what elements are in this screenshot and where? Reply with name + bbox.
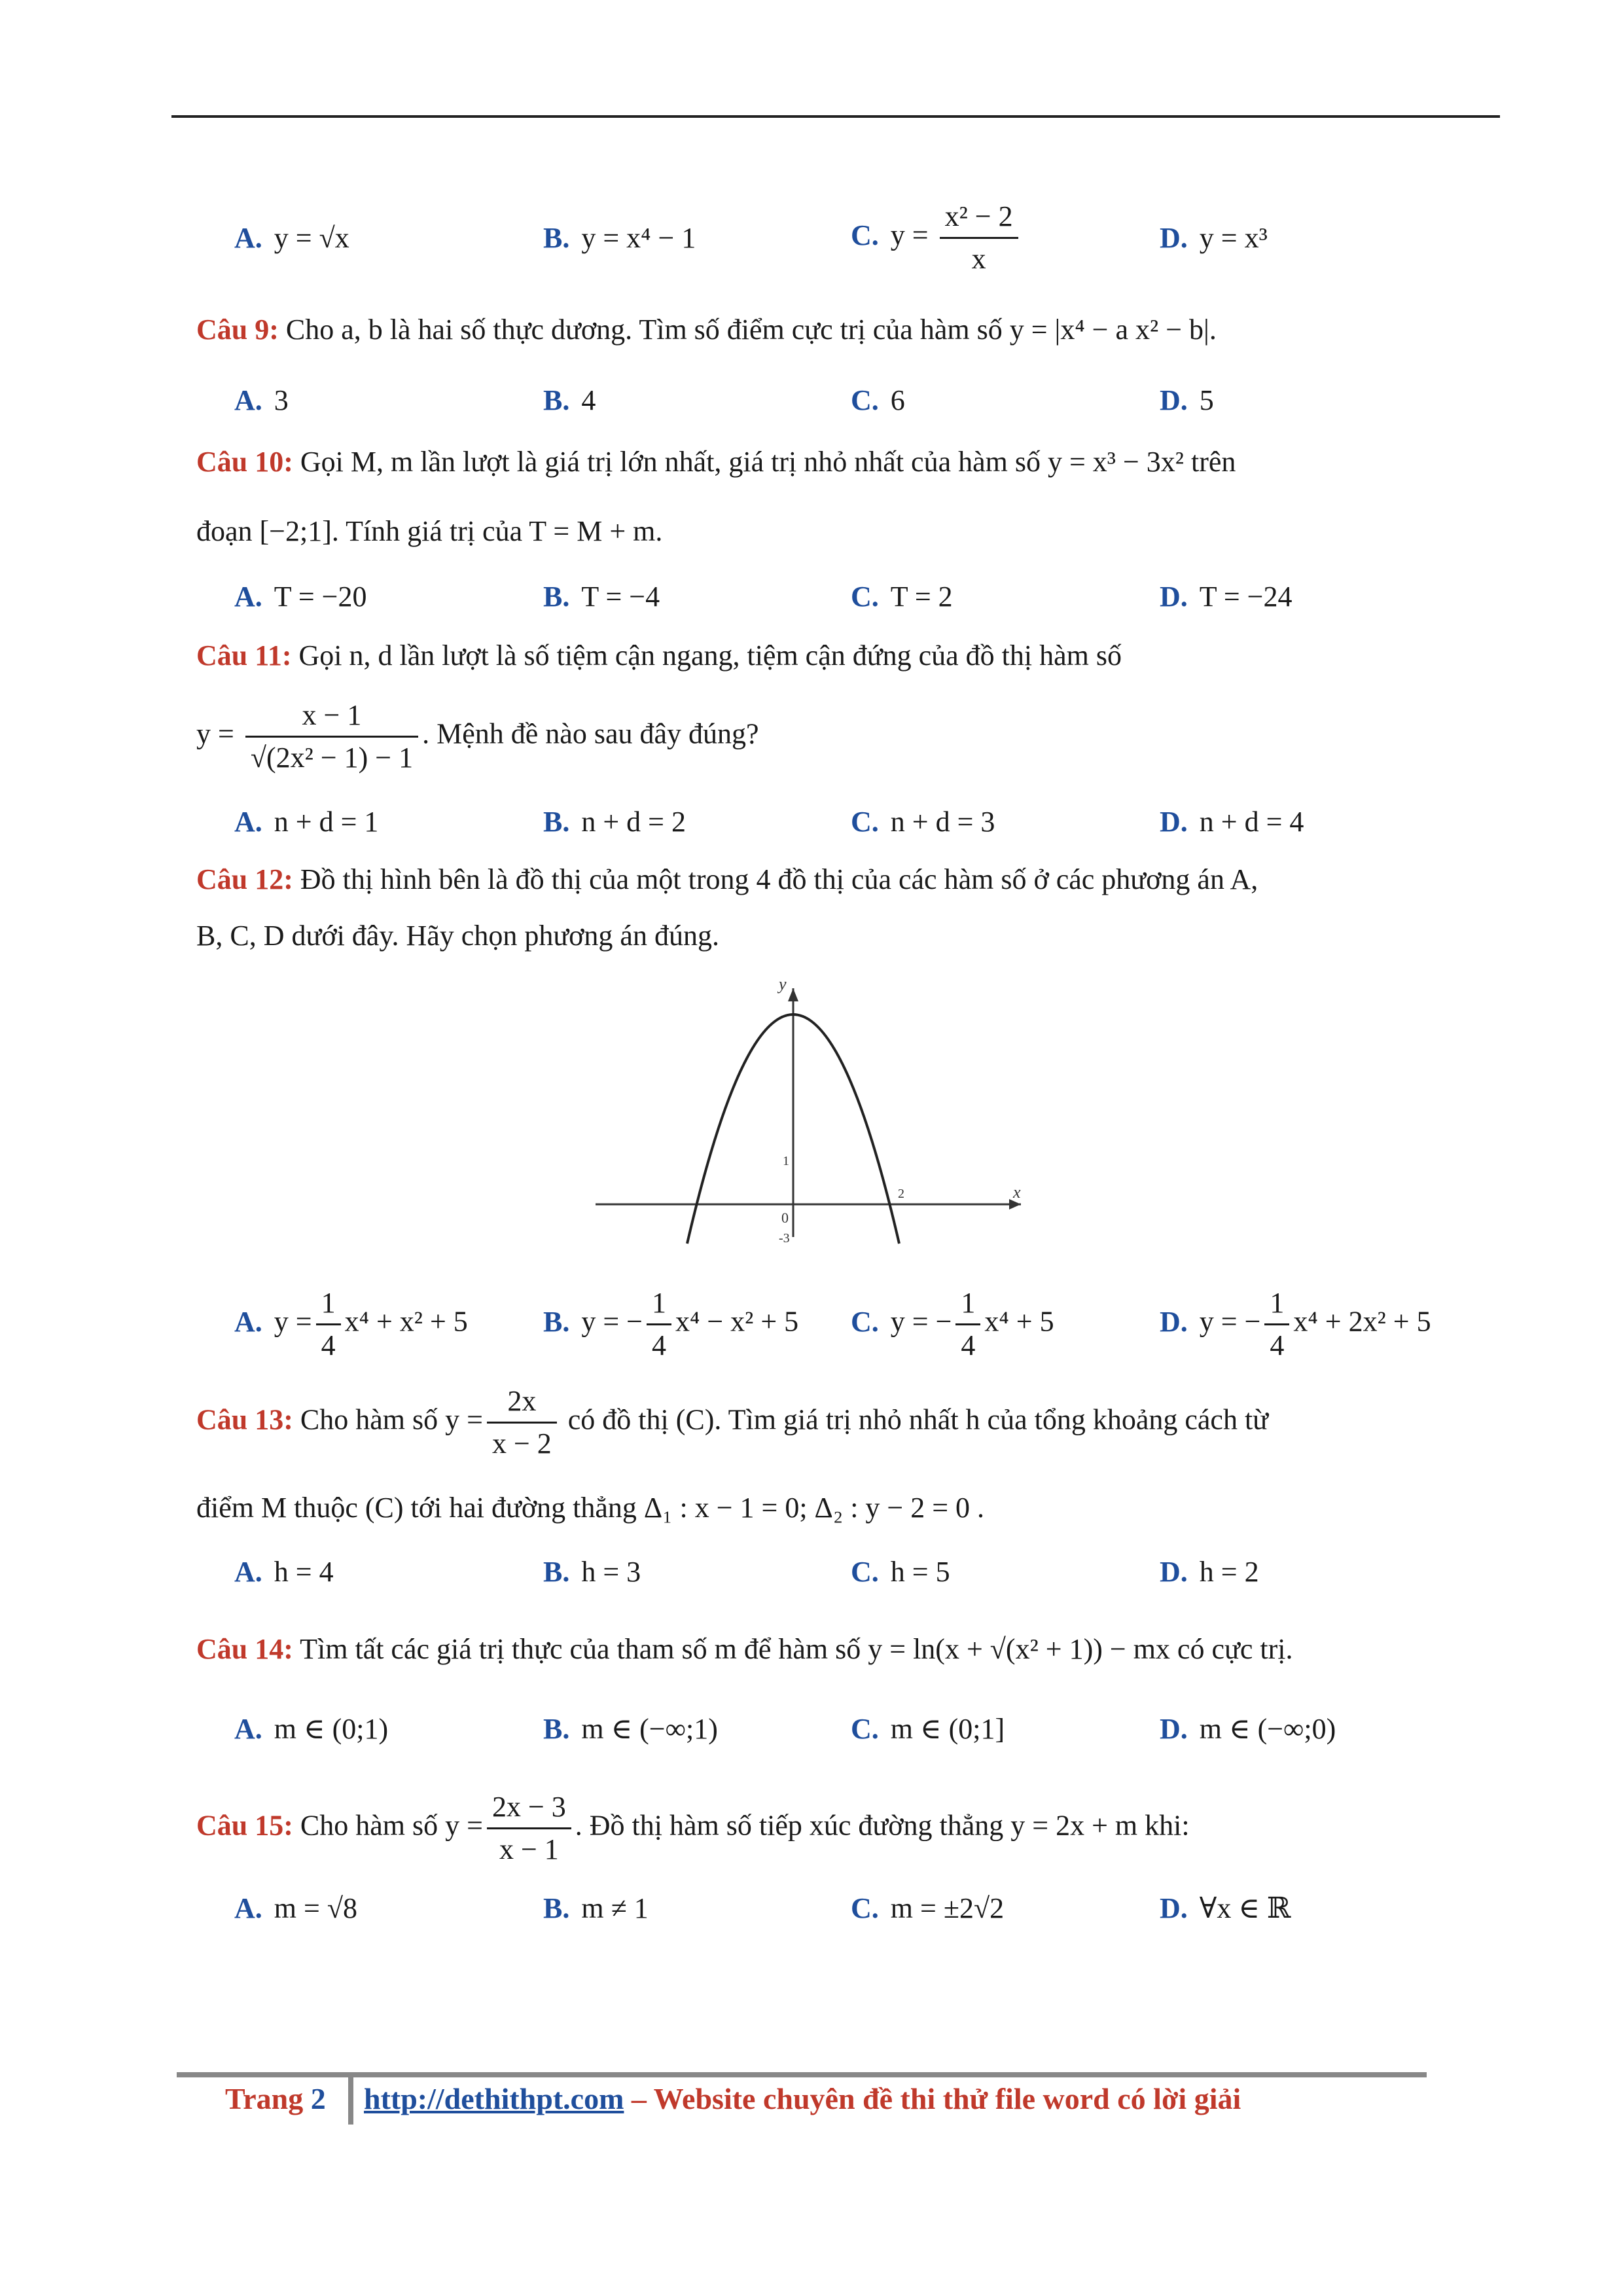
q9-option-d: D. 5 <box>1160 384 1214 416</box>
q12-graph <box>589 975 1027 1276</box>
q15-option-b: B. m ≠ 1 <box>543 1892 649 1924</box>
q13-function-fraction: $\frac{2x}{x - 2}$ <box>487 1381 557 1464</box>
x-tick-label: 2 <box>898 1187 904 1201</box>
q11-stem-line1: Câu 11: Gọi n, d lần lượt là số tiệm cận ngang, tiệm cận đứng của đồ thị hàm số <box>196 639 1122 672</box>
q12-option-d: D. y = − $\frac{1}{4}$ x⁴ + 2x² + 5 <box>1160 1283 1431 1366</box>
q14-option-d: D. m ∈ (−∞;0) <box>1160 1713 1336 1745</box>
q12-stem-line1: Câu 12: Đồ thị hình bên là đồ thị của một trong 4 đồ thị của các hàm số ở các phương án A, <box>196 863 1258 895</box>
q12-option-b: B. y = − $\frac{1}{4}$ x⁴ − x² + 5 <box>543 1283 798 1366</box>
q14-stem: Câu 14: Tìm tất các giá trị thực của tham số m để hàm số y = ln(x + √(x² + 1)) − mx có cực trị. <box>196 1633 1293 1665</box>
q12-option-d-fraction: $\frac{1}{4}$ <box>1264 1283 1289 1366</box>
q14-option-a: A. m ∈ (0;1) <box>234 1713 389 1745</box>
q12-option-c: C. y = − $\frac{1}{4}$ x⁴ + 5 <box>851 1283 1054 1366</box>
top-rule <box>171 115 1500 118</box>
q13-option-b: B. h = 3 <box>543 1556 641 1588</box>
q14-option-b: B. m ∈ (−∞;1) <box>543 1713 718 1745</box>
q13-option-c: C. h = 5 <box>851 1556 950 1588</box>
q11-option-b: B. n + d = 2 <box>543 806 686 838</box>
q9-option-a: A. 3 <box>234 384 289 416</box>
q8-option-c-fraction: $\frac{\text{x² − 2}}{x}$ <box>940 196 1018 279</box>
y-axis-label: y <box>779 975 787 994</box>
q8-option-a: A. y = √x <box>234 222 349 254</box>
q12-stem-line2: B, C, D dưới đây. Hãy chọn phương án đúng. <box>196 920 719 952</box>
q15-stem: Câu 15: Cho hàm số y = $\frac{2x - 3}{x - 1}$ . Đồ thị hàm số tiếp xúc đường thẳng y = 2x + m khi: <box>196 1787 1190 1870</box>
q11-option-a: A. n + d = 1 <box>234 806 379 838</box>
q10-option-d: D. T = −24 <box>1160 581 1293 613</box>
q13-option-a: A. h = 4 <box>234 1556 334 1588</box>
q15-function-fraction: $\frac{2x - 3}{x - 1}$ <box>487 1787 571 1870</box>
q12-option-b-fraction: $\frac{1}{4}$ <box>647 1283 671 1366</box>
q13-stem-line1: Câu 13: Cho hàm số y = $\frac{2x}{x - 2}$ có đồ thị (C). Tìm giá trị nhỏ nhất h của tổng khoảng cách từ <box>196 1381 1268 1464</box>
q15-option-d: D. ∀x ∈ ℝ <box>1160 1892 1291 1924</box>
q13-stem-line2: điểm M thuộc (C) tới hai đường thẳng Δ₁ : x − 1 = 0; Δ₂ : y − 2 = 0 . <box>196 1492 985 1524</box>
q9-stem: Câu 9: Cho a, b là hai số thực dương. Tìm số điểm cực trị của hàm số y = |x⁴ − a x² − b|. <box>196 314 1217 346</box>
x-axis-label: x <box>1013 1183 1021 1202</box>
footer-url-link[interactable]: http://dethithpt.com <box>364 2082 624 2115</box>
q10-option-a: A. T = −20 <box>234 581 367 613</box>
neg-tick-label: -3 <box>779 1231 790 1246</box>
y-axis-arrow-icon <box>788 988 798 1001</box>
q10-stem-line2: đoạn [−2;1]. Tính giá trị của T = M + m. <box>196 515 663 547</box>
q15-option-a: A. m = √8 <box>234 1892 357 1924</box>
q8-option-c: C. y = $\frac{\text{x² − 2}}{x}$ <box>851 196 1022 279</box>
q11-option-c: C. n + d = 3 <box>851 806 995 838</box>
q12-option-c-fraction: $\frac{1}{4}$ <box>955 1283 980 1366</box>
q11-function-fraction: $\frac{x - 1}{\text{√(2x² − 1) − 1}}$ <box>245 695 418 778</box>
q11-option-d: D. n + d = 4 <box>1160 806 1304 838</box>
q10-stem-line1: Câu 10: Gọi M, m lần lượt là giá trị lớn nhất, giá trị nhỏ nhất của hàm số y = x³ − 3x² trên <box>196 446 1236 478</box>
q14-option-c: C. m ∈ (0;1] <box>851 1713 1005 1745</box>
q15-option-c: C. m = ±2√2 <box>851 1892 1005 1924</box>
y-tick-label: 1 <box>783 1154 789 1168</box>
q12-option-a-fraction: $\frac{1}{4}$ <box>316 1283 341 1366</box>
q8-option-d: D. y = x³ <box>1160 222 1268 254</box>
q11-stem-line2: y = $\frac{x - 1}{\text{√(2x² − 1) − 1}}$ . Mệnh đề nào sau đây đúng? <box>196 695 759 778</box>
footer-rule <box>177 2072 1427 2077</box>
footer-website: http://dethithpt.com – Website chuyên đề thi thử file word có lời giải <box>364 2082 1241 2115</box>
q13-option-d: D. h = 2 <box>1160 1556 1259 1588</box>
q10-option-b: B. T = −4 <box>543 581 660 613</box>
q12-option-a: A. y = $\frac{1}{4}$ x⁴ + x² + 5 <box>234 1283 468 1366</box>
q8-option-b: B. y = x⁴ − 1 <box>543 222 696 254</box>
footer-page-number: Trang 2 <box>225 2082 326 2115</box>
footer-separator <box>348 2072 353 2125</box>
q9-option-b: B. 4 <box>543 384 596 416</box>
q9-option-c: C. 6 <box>851 384 905 416</box>
q10-option-c: C. T = 2 <box>851 581 953 613</box>
origin-label: 0 <box>781 1210 789 1226</box>
